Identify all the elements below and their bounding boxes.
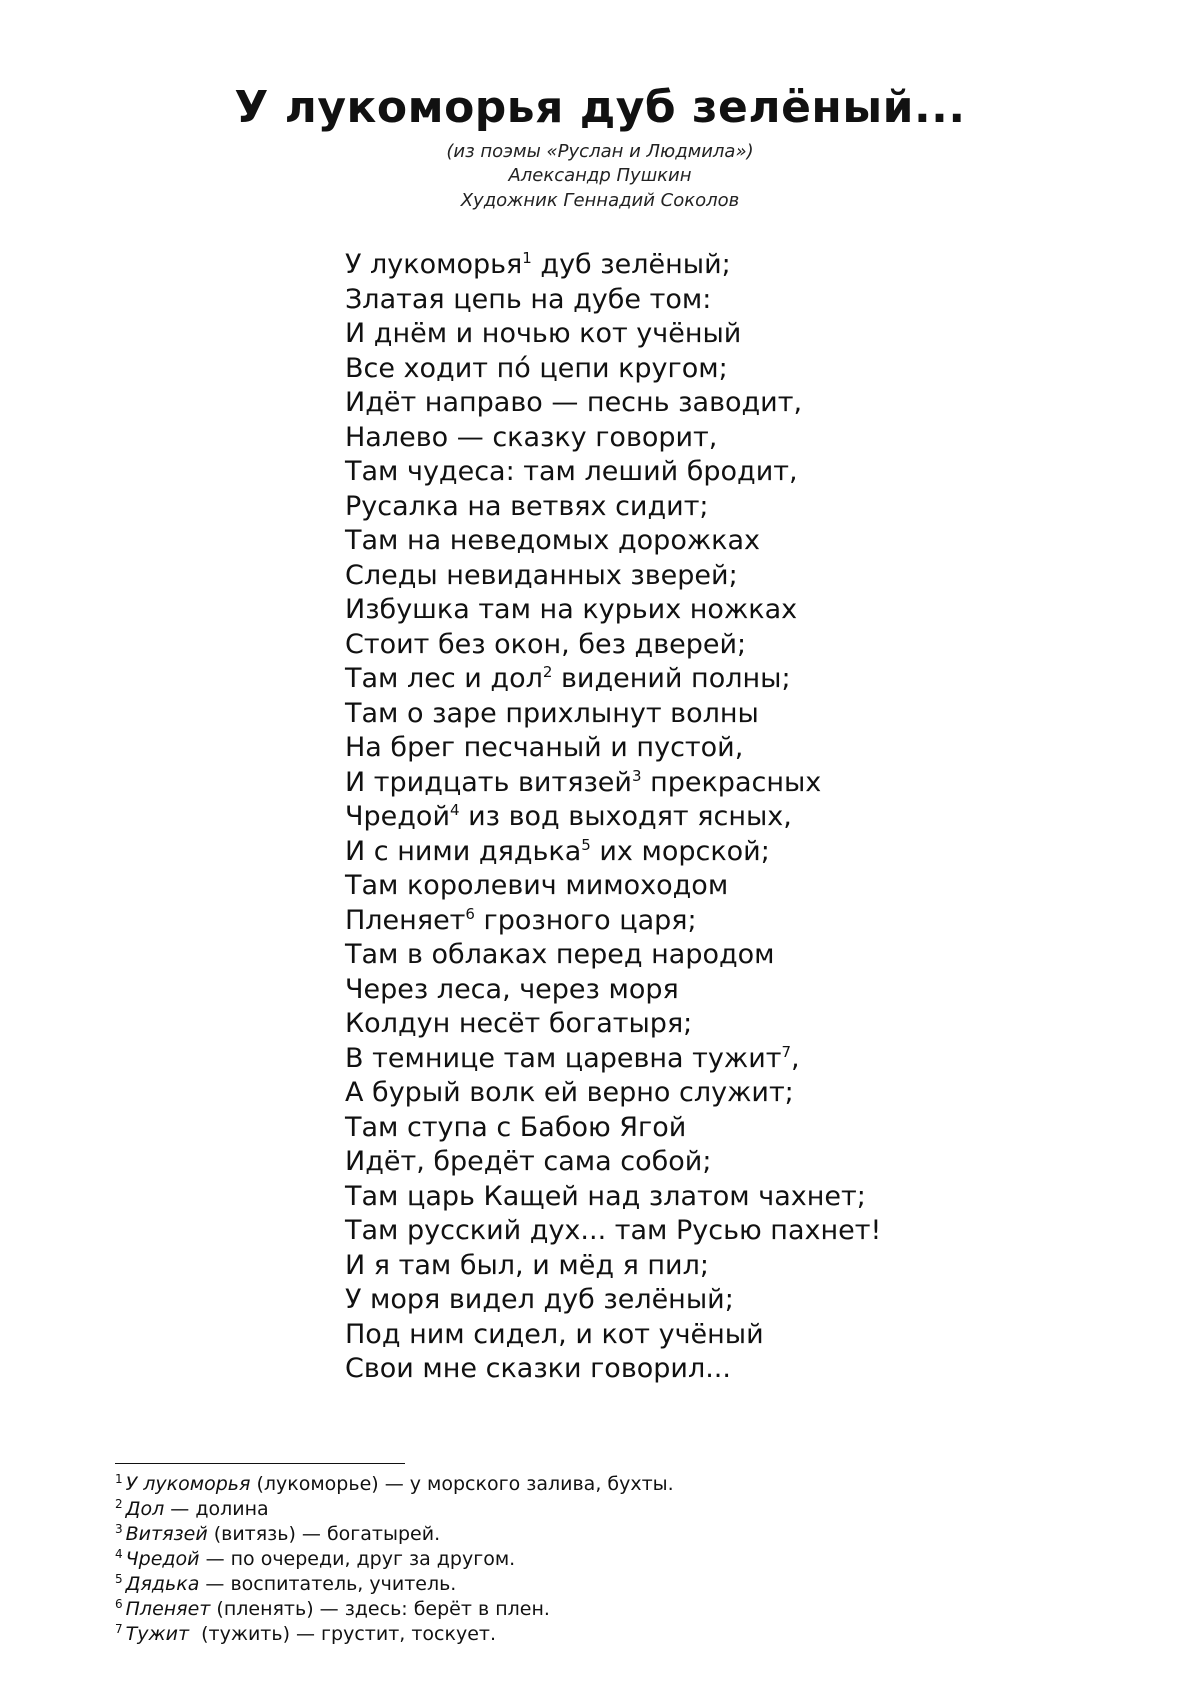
poem-line: [345, 731, 1065, 766]
footnote-number: 1: [115, 1471, 123, 1486]
footnote-ref: 6: [465, 904, 475, 923]
footnote-item: [115, 1572, 1015, 1597]
poem-line-text: Стоит без окон, без дверей;: [345, 628, 747, 660]
poem-line-text: их морской;: [590, 835, 770, 867]
footnote-divider: [115, 1463, 405, 1464]
poem-line: [345, 1318, 1065, 1353]
poem-line: [345, 1145, 1065, 1180]
poem-line: [345, 697, 1065, 732]
poem-line-text: грозного царя;: [474, 904, 697, 936]
footnotes: [115, 1472, 1015, 1647]
poem-line: [345, 1249, 1065, 1284]
poem-line: [345, 800, 1065, 835]
footnote-term: Дол: [125, 1498, 165, 1520]
footnote-text: (тужить) — грустит, тоскует.: [189, 1623, 497, 1645]
footnote-item: [115, 1522, 1015, 1547]
footnote-number: 2: [115, 1496, 123, 1511]
poem-line: [345, 524, 1065, 559]
poem-line: [345, 386, 1065, 421]
poem-line: [345, 662, 1065, 697]
poem-line-text: И тридцать витязей: [345, 766, 632, 798]
poem-line-text: Все ходит по́ цепи кругом;: [345, 352, 728, 384]
poem-line-text: Через леса, через моря: [345, 973, 679, 1005]
footnote-ref: 7: [781, 1042, 792, 1061]
poem-line-text: Идёт направо — песнь заводит,: [345, 387, 803, 418]
poem-line-text: Налево — сказку говорит,: [345, 421, 718, 453]
poem-line: [345, 973, 1065, 1008]
poem-line-text: И с ними дядька: [345, 835, 582, 867]
footnote-term: Пленяет: [125, 1598, 211, 1620]
poem-line: [345, 869, 1065, 904]
poem-line: [345, 1283, 1065, 1318]
footnote-term: Тужит: [125, 1623, 190, 1645]
poem-line-text: дуб зелёный;: [531, 249, 731, 280]
poem-line-text: Русалка на ветвях сидит;: [345, 490, 709, 522]
poem-line: [345, 317, 1065, 352]
footnote-ref: 4: [450, 801, 460, 819]
poem-line-text: Там лес и дол: [345, 663, 543, 694]
poem-line: [345, 593, 1065, 628]
poem-line: [345, 559, 1065, 594]
illustrator-credit: Художник Геннадий Соколов: [460, 190, 740, 211]
footnote-term: Витязей: [125, 1523, 208, 1545]
poem-line-text: Там ступа с Бабою Ягой: [345, 1111, 687, 1143]
poem-line: [345, 1180, 1065, 1215]
footnote-number: 3: [115, 1521, 123, 1536]
poem-line-text: прекрасных: [641, 766, 822, 798]
poem-line-text: У моря видел дуб зелёный;: [345, 1284, 734, 1315]
poem-line-text: Там чудеса: там леший бродит,: [345, 456, 798, 487]
poem-line-text: А бурый волк ей верно служит;: [345, 1077, 794, 1108]
poem-line: [345, 352, 1065, 387]
footnote-number: 7: [115, 1621, 123, 1636]
footnote-term: Чредой: [125, 1548, 200, 1570]
footnote-number: 5: [115, 1571, 123, 1586]
poem-line: [345, 938, 1065, 973]
poem-line-text: Там о заре прихлынут волны: [345, 697, 759, 729]
poem-line-text: видений полны;: [552, 663, 791, 694]
footnote-term: Дядька: [125, 1573, 200, 1595]
footnote-text: (пленять) — здесь: берёт в плен.: [210, 1598, 550, 1620]
poem-line: [345, 1214, 1065, 1249]
poem-body: [345, 248, 1065, 1387]
poem-line-text: Там русский дух... там Русью пахнет!: [345, 1215, 882, 1246]
poem-source: (из поэмы «Руслан и Людмила»): [446, 141, 754, 162]
poem-line-text: Под ним сидел, и кот учёный: [345, 1318, 764, 1350]
footnote-text: (витязь) — богатырей.: [207, 1523, 441, 1545]
poem-line-text: Там на неведомых дорожках: [345, 525, 760, 556]
poem-line-text: Идёт, бредёт сама собой;: [345, 1146, 712, 1177]
poem-line: [345, 1111, 1065, 1146]
poem-line-text: из вод выходят ясных,: [459, 801, 792, 832]
footnote-number: 6: [115, 1596, 123, 1611]
footnote-text: — долина: [164, 1498, 269, 1520]
poem-line-text: На брег песчаный и пустой,: [345, 732, 744, 763]
poem-line-text: Там королевич мимоходом: [345, 870, 729, 901]
poem-line-text: Пленяет: [345, 904, 466, 936]
poem-line-text: Чредой: [345, 801, 450, 832]
poem-line: [345, 1076, 1065, 1111]
poem-line-text: У лукоморья: [345, 249, 523, 280]
footnote-ref: 5: [581, 835, 591, 854]
poem-line-text: Следы невиданных зверей;: [345, 559, 738, 591]
poem-line: [345, 766, 1065, 801]
poem-line-text: Златая цепь на дубе том:: [345, 283, 712, 315]
poem-line-text: Там в облаках перед народом: [345, 939, 775, 970]
footnote-text: — по очереди, друг за другом.: [199, 1548, 516, 1570]
poem-line: [345, 248, 1065, 283]
poem-line-text: И днём и ночью кот учёный: [345, 318, 742, 349]
footnote-item: [115, 1622, 1015, 1647]
footnote-ref: 2: [542, 663, 553, 681]
poem-line: [345, 490, 1065, 525]
poem-line-text: И я там был, и мёд я пил;: [345, 1249, 709, 1281]
poem-line-text: В темнице там царевна тужит: [345, 1042, 782, 1074]
poem-line: [345, 1042, 1065, 1077]
footnote-item: [115, 1547, 1015, 1572]
footnote-text: (лукоморье) — у морского залива, бухты.: [250, 1473, 674, 1495]
poem-line: [345, 628, 1065, 663]
poem-line-text: Избушка там на курьих ножках: [345, 594, 798, 625]
footnote-number: 4: [115, 1546, 123, 1561]
footnote-item: [115, 1497, 1015, 1522]
page-title: У лукоморья дуб зелёный...: [234, 82, 966, 133]
poem-line-text: Колдун несёт богатыря;: [345, 1008, 693, 1039]
footnote-item: [115, 1472, 1015, 1497]
poem-line-text: ,: [791, 1042, 800, 1074]
poem-line: [345, 1007, 1065, 1042]
poem-line-text: Свои мне сказки говорил...: [345, 1353, 731, 1384]
footnote-item: [115, 1597, 1015, 1622]
author-name: Александр Пушкин: [508, 165, 692, 186]
footnote-text: — воспитатель, учитель.: [199, 1573, 457, 1595]
poem-line: [345, 904, 1065, 939]
poem-line: [345, 835, 1065, 870]
poem-line: [345, 1352, 1065, 1387]
footnote-ref: 3: [631, 766, 642, 785]
poem-line: [345, 283, 1065, 318]
poem-line: [345, 455, 1065, 490]
poem-line: [345, 421, 1065, 456]
poem-line-text: Там царь Кащей над златом чахнет;: [345, 1180, 866, 1212]
footnote-term: У лукоморья: [125, 1473, 251, 1495]
footnote-ref: 1: [522, 249, 532, 267]
